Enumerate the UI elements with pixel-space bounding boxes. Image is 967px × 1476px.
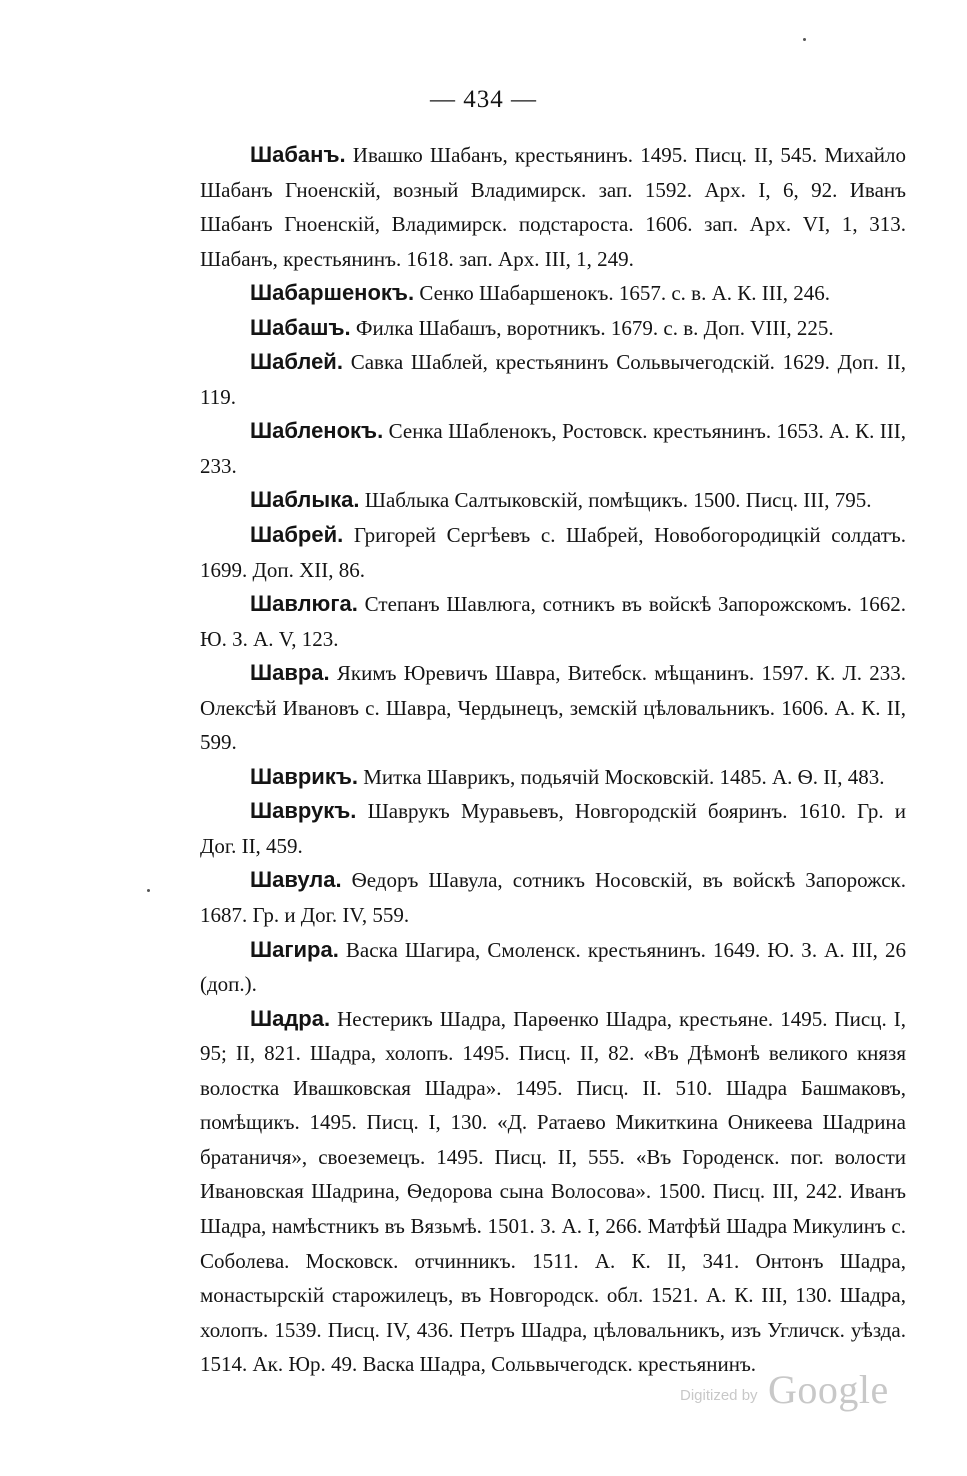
entry-shadra	[200, 1002, 906, 1382]
entry-text: Филка Шабашъ, воротникъ. 1679. с. в. Доп. VIII, 225.	[350, 315, 834, 340]
headword: Шаврикъ.	[250, 763, 358, 789]
headword: Шаблей.	[250, 349, 343, 375]
entry-shavula	[200, 863, 906, 932]
entry-shavrik	[200, 760, 906, 795]
digitized-label: Digitized by	[680, 1387, 758, 1404]
headword: Шавлюга.	[250, 591, 358, 617]
dictionary-text	[200, 138, 906, 1382]
entry-text: Митка Шаврикъ, подьячій Московскій. 1485. А. Ѳ. II, 483.	[358, 764, 885, 789]
entry-text: Васка Шагира, Смоленск. крестьянинъ. 1649. Ю. З. А. III, 26 (доп.).	[200, 937, 906, 997]
entry-text: Ивашко Шабанъ, крестьянинъ. 1495. Писц. II, 545. Михайло Шабанъ Гноенскій, возный Владимирск. зап. 1592. Арх. I, 6, 92. Иванъ Шабанъ Гноенскій, Владимирск. подстароста. 1606. зап. Арх. VI, 1, 313. Шабанъ, крестьянинъ. 1618. зап. Арх. III, 1, 249.	[200, 143, 906, 271]
headword: Шабашъ.	[250, 314, 351, 340]
headword: Шабаршенокъ.	[250, 280, 415, 306]
entry-shavlyuga	[200, 587, 906, 656]
entry-shagira	[200, 933, 906, 1002]
google-logo: Google	[768, 1367, 889, 1412]
entry-shabash	[200, 311, 906, 346]
scan-speck	[147, 889, 150, 892]
entry-shavruk	[200, 794, 906, 863]
scan-speck	[803, 38, 806, 41]
entry-text: Григорей Сергѣевъ с. Шабрей, Новобогородицкій солдатъ. 1699. Доп. XII, 86.	[200, 523, 906, 582]
entry-shablyka	[200, 483, 906, 518]
headword: Шабленокъ.	[250, 418, 384, 444]
entry-text: Ѳедоръ Шавула, сотникъ Носовскій, въ войскѣ Запорожск. 1687. Гр. и Дог. IV, 559.	[200, 868, 906, 928]
headword: Шаврукъ.	[250, 798, 357, 824]
entry-shablei	[200, 345, 906, 414]
entry-text: Сенко Шабаршенокъ. 1657. с. в. А. К. III, 246.	[414, 281, 830, 306]
headword: Шабрей.	[250, 522, 344, 548]
entry-text: Якимъ Юревичъ Шавра, Витебск. мѣщанинъ. 1597. К. Л. 233. Олексѣй Ивановъ с. Шавра, Чердынецъ, земскій цѣловальникъ. 1606. А. К. II, 599.	[200, 661, 906, 755]
headword: Шабанъ.	[250, 142, 346, 167]
page-number: — 434 —	[430, 86, 537, 113]
headword: Шаблыка.	[250, 487, 360, 513]
entry-shavra	[200, 656, 906, 760]
headword: Шадра.	[250, 1005, 331, 1031]
entry-shabrei	[200, 518, 906, 587]
entry-shablenok	[200, 414, 906, 483]
entry-shaban	[200, 138, 906, 276]
entry-text: Савка Шаблей, крестьянинъ Сольвычегодскій. 1629. Доп. II, 119.	[200, 350, 906, 409]
entry-text: Нестерикъ Шадра, Парѳенко Шадра, крестьяне. 1495. Писц. I, 95; II, 821. Шадра, холопъ. 1495. Писц. II, 82. «Въ Дѣмонѣ великого князя волостка Ивашковская Шадра». 1495. Писц. II. 510. Шадра Башмаковъ, помѣщикъ. 1495. Писц. I, 130. «Д. Ратаево Микиткина Оникеева Шадрина братаничя», своеземецъ. 1495. Писц. II, 555. «Въ Городенск. пог. волости Ивановская Шадрина, Ѳедорова сына Волосова». 1500. Писц. III, 242. Иванъ Шадра, намѣстникъ въ Вязьмѣ. 1501. З. А. I, 266. Матфѣй Шадра Микулинъ с. Соболева. Московск. отчинникъ. 1511. А. К. II, 341. Онтонъ Шадра, монастырскій старожилецъ, въ Новгородск. обл. 1521. А. К. III, 130. Шадра, холопъ. 1539. Писц. IV, 436. Петръ Шадра, цѣловальникъ, изъ Угличск. уѣзда. 1514. Ак. Юр. 49. Васка Шадра, Сольвычегодск. крестьянинъ.	[200, 1006, 906, 1377]
entry-shabarshenok	[200, 276, 906, 311]
headword: Шагира.	[250, 936, 339, 962]
entry-text: Шаблыка Салтыковскій, помѣщикъ. 1500. Писц. III, 795.	[359, 488, 872, 513]
digitized-by-google-watermark	[680, 1367, 940, 1420]
headword: Шавра.	[250, 660, 330, 686]
headword: Шавула.	[250, 867, 342, 893]
entry-text: Степанъ Шавлюга, сотникъ въ войскѣ Запорожскомъ. 1662. Ю. З. А. V, 123.	[200, 592, 906, 651]
entry-text: Шаврукъ Муравьевъ, Новгородскій бояринъ. 1610. Гр. и Дог. II, 459.	[200, 799, 906, 858]
entry-text: Сенка Шабленокъ, Ростовск. крестьянинъ. 1653. А. К. III, 233.	[200, 419, 906, 478]
